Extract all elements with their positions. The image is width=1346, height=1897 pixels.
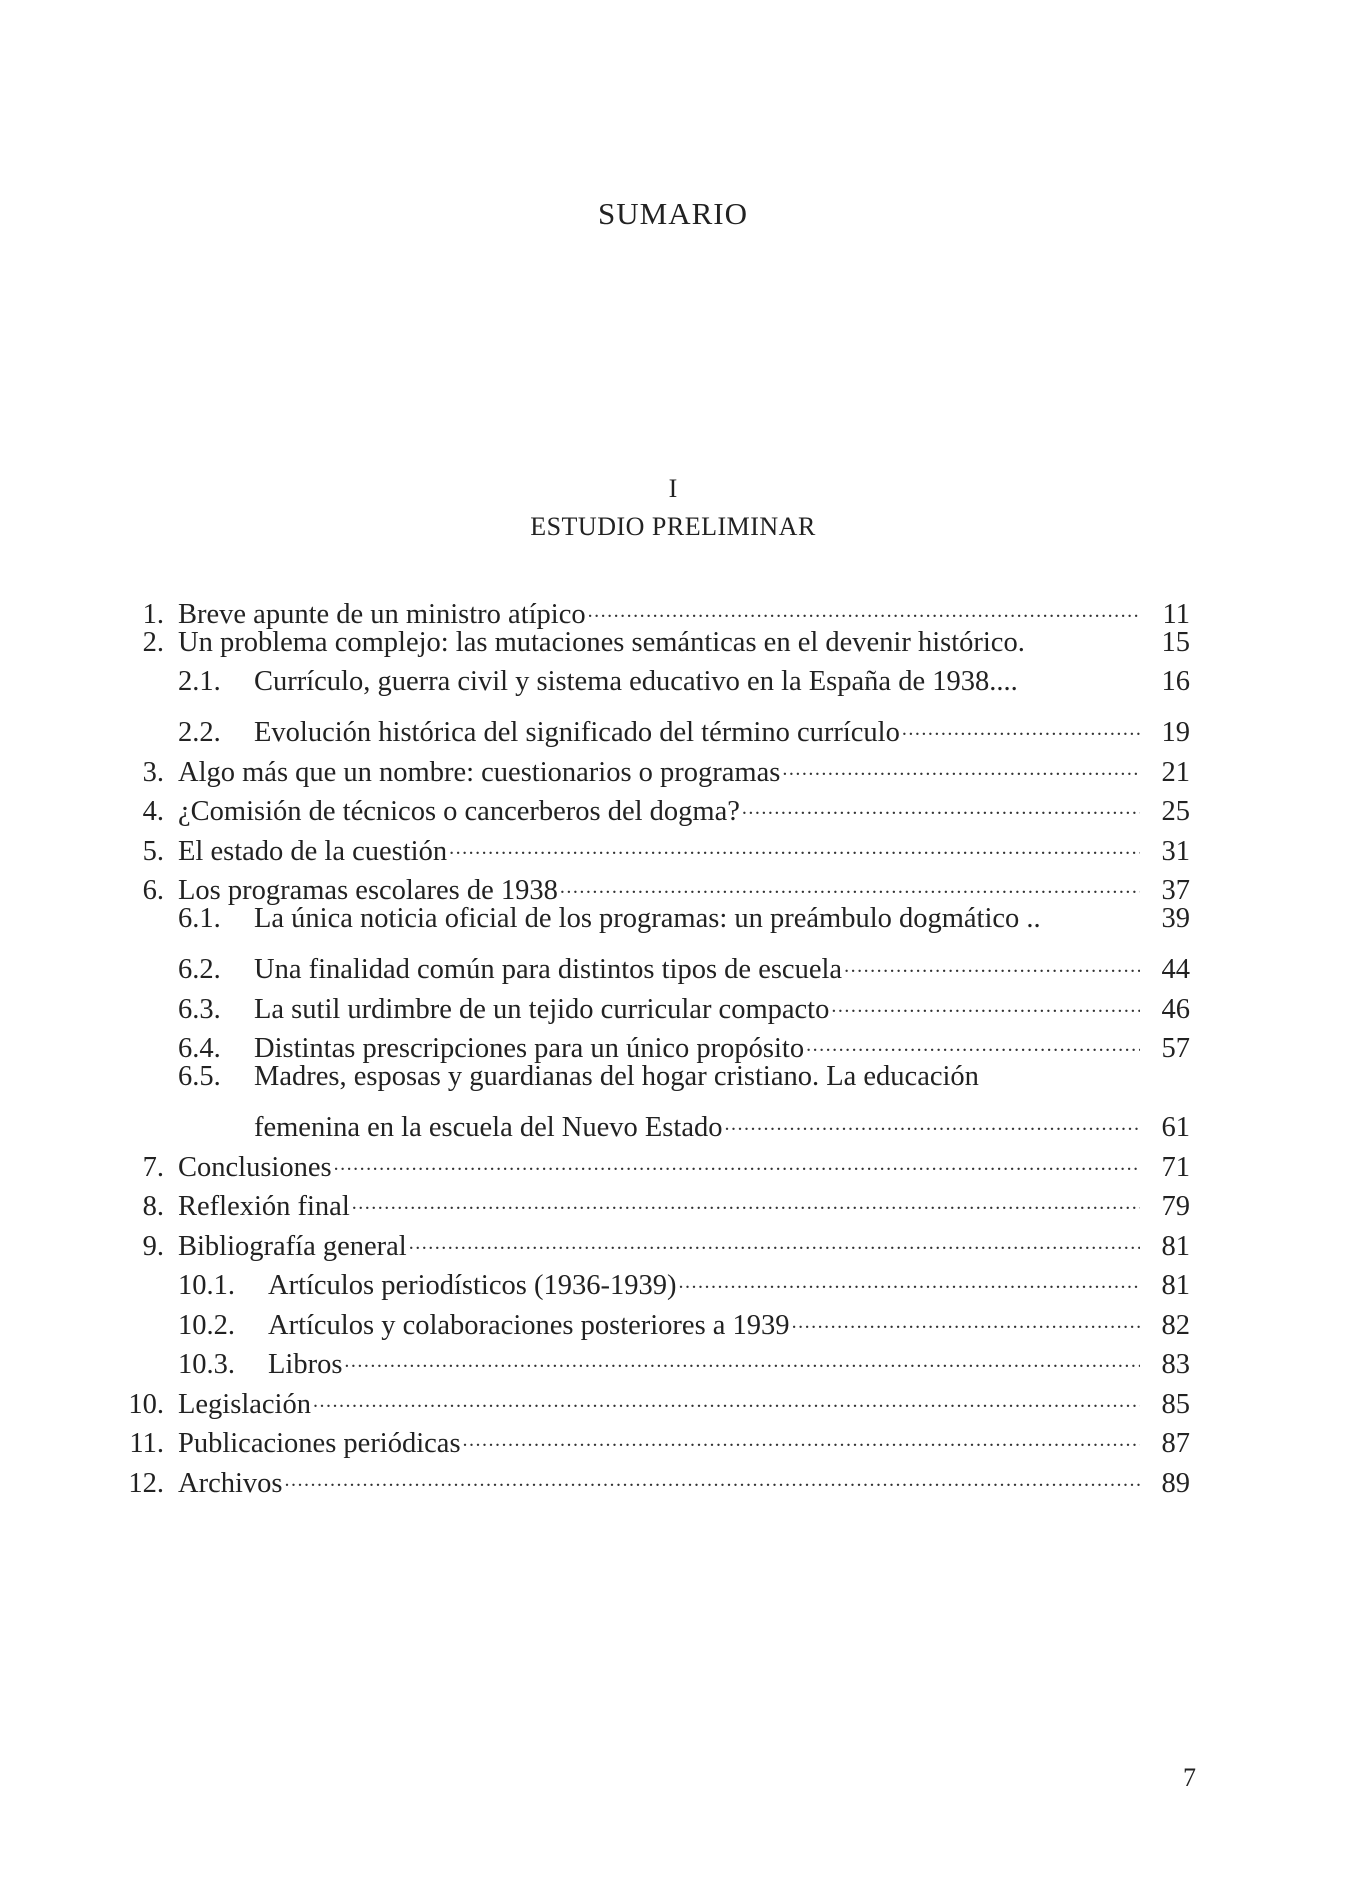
dot-leader — [678, 1255, 1140, 1295]
toc-entry-label: Artículos y colaboraciones posteriores a 1939 — [268, 1309, 790, 1341]
toc-entry[interactable] — [120, 662, 1190, 702]
toc-entry-label: Bibliografía general — [178, 1230, 407, 1262]
toc-entry-number: 6.5. — [178, 1061, 221, 1092]
toc-entry-continuation[interactable] — [120, 1097, 1190, 1143]
part-title: ESTUDIO PRELIMINAR — [530, 512, 816, 541]
toc-entry-page: 57 — [1161, 1033, 1190, 1064]
toc-entry-label: Legislación — [178, 1388, 311, 1420]
toc-entry-number: 2.1. — [178, 666, 221, 697]
toc-entry-number: 3. — [142, 756, 164, 788]
toc-entry-page: 11 — [1162, 598, 1190, 630]
toc-entry-label: Breve apunte de un ministro atípico — [178, 598, 586, 630]
toc-entry-label: Los programas escolares de 1938 — [178, 875, 558, 906]
toc-entry-page: 81 — [1161, 1270, 1190, 1301]
toc-entry[interactable] — [120, 702, 1190, 748]
dot-leader — [313, 1373, 1140, 1413]
toc-entry-label: Una finalidad común para distintos tipos de escuela — [254, 954, 843, 985]
dot-leader — [449, 820, 1140, 860]
toc-entry-label: Madres, esposas y guardianas del hogar cristiano. La educación — [254, 1061, 979, 1092]
dot-leader — [352, 1176, 1140, 1216]
toc-entry-page: 25 — [1161, 796, 1190, 827]
table-of-contents — [120, 583, 1190, 1499]
toc-entry-number: 6.3. — [178, 993, 221, 1025]
toc-entry-number: 6.1. — [178, 903, 221, 934]
toc-entry-label: Currículo, guerra civil y sistema educativo en la España de 1938.... — [254, 666, 1018, 697]
dot-leader — [463, 1413, 1140, 1453]
dot-leader — [334, 1136, 1140, 1176]
toc-entry-label: Evolución histórica del significado del término currículo — [254, 717, 900, 748]
toc-entry[interactable] — [120, 623, 1190, 663]
toc-entry-label: Artículos periodísticos (1936-1939) — [268, 1270, 677, 1301]
toc-entry-number: 4. — [142, 796, 164, 827]
dot-leader — [902, 702, 1140, 742]
toc-entry-page: 81 — [1161, 1230, 1190, 1262]
toc-entry-page: 79 — [1161, 1191, 1190, 1222]
toc-entry-label: femenina en la escuela del Nuevo Estado — [254, 1112, 723, 1143]
toc-entry-label: El estado de la cuestión — [178, 835, 448, 867]
toc-entry-label: Reflexión final — [178, 1191, 350, 1222]
dot-leader — [344, 1334, 1140, 1374]
toc-entry-number: 10.2. — [178, 1309, 235, 1341]
toc-entry-number: 2. — [142, 626, 164, 658]
dot-leader — [742, 781, 1140, 821]
toc-entry-page: 39 — [1161, 903, 1190, 934]
toc-entry[interactable] — [120, 1057, 1190, 1097]
toc-entry-page: 21 — [1161, 756, 1190, 788]
toc-entry-label: Libros — [268, 1349, 343, 1380]
toc-entry-page: 37 — [1161, 875, 1190, 906]
toc-entry-label: Conclusiones — [178, 1151, 332, 1183]
toc-entry-page: 61 — [1161, 1112, 1190, 1143]
toc-entry-number: 6.2. — [178, 954, 221, 985]
part-number: I — [668, 474, 678, 503]
toc-entry-label: La única noticia oficial de los programas: un preámbulo dogmático .. — [254, 903, 1041, 934]
dot-leader — [724, 1097, 1140, 1137]
toc-entry-label: Algo más que un nombre: cuestionarios o programas — [178, 756, 781, 788]
page-number: 7 — [1183, 1763, 1196, 1792]
toc-entry-page: 46 — [1161, 993, 1190, 1025]
toc-entry-number: 2.2. — [178, 717, 221, 748]
toc-entry-number: 11. — [129, 1428, 164, 1459]
toc-entry-number: 10.3. — [178, 1349, 235, 1380]
toc-entry-number: 12. — [128, 1467, 164, 1499]
toc-entry-number: 5. — [142, 835, 164, 867]
toc-entry-label: Archivos — [178, 1467, 283, 1499]
toc-entry-page: 31 — [1161, 835, 1190, 867]
toc-entry-number: 7. — [142, 1151, 164, 1183]
toc-entry-number: 8. — [142, 1191, 164, 1222]
toc-entry-label: La sutil urdimbre de un tejido curricular compacto — [254, 993, 830, 1025]
toc-entry-number: 9. — [142, 1230, 164, 1262]
toc-entry-number: 6. — [142, 875, 164, 906]
toc-entry-label: Publicaciones periódicas — [178, 1428, 461, 1459]
dot-leader — [782, 741, 1140, 781]
toc-entry[interactable] — [120, 583, 1190, 630]
toc-entry-page: 85 — [1161, 1388, 1190, 1420]
toc-entry-page: 87 — [1161, 1428, 1190, 1459]
toc-entry-page: 44 — [1161, 954, 1190, 985]
toc-entry-page: 89 — [1161, 1467, 1190, 1499]
toc-entry-label: ¿Comisión de técnicos o cancerberos del dogma? — [178, 796, 740, 827]
toc-entry-number: 10.1. — [178, 1270, 235, 1301]
toc-entry-number: 10. — [128, 1388, 164, 1420]
dot-leader — [806, 1018, 1140, 1058]
toc-entry[interactable] — [120, 899, 1190, 939]
dot-leader — [792, 1294, 1140, 1334]
toc-entry-page: 71 — [1161, 1151, 1190, 1183]
toc-entry[interactable] — [120, 939, 1190, 985]
dot-leader — [844, 939, 1140, 979]
toc-entry-page: 16 — [1161, 666, 1190, 697]
page-title: SUMARIO — [598, 196, 748, 231]
toc-entry-label: Un problema complejo: las mutaciones semánticas en el devenir histórico. — [178, 626, 1025, 658]
dot-leader — [409, 1215, 1140, 1255]
dot-leader — [588, 583, 1140, 623]
toc-entry-page: 82 — [1161, 1309, 1190, 1341]
toc-entry-number: 1. — [142, 598, 164, 630]
toc-entry-page: 19 — [1161, 717, 1190, 748]
dot-leader — [831, 978, 1140, 1018]
toc-entry-page: 15 — [1161, 626, 1190, 658]
dot-leader — [560, 860, 1140, 900]
dot-leader — [284, 1452, 1140, 1492]
toc-entry-number: 6.4. — [178, 1033, 221, 1064]
toc-entry-page: 83 — [1161, 1349, 1190, 1380]
toc-entry-label: Distintas prescripciones para un único propósito — [254, 1033, 805, 1064]
